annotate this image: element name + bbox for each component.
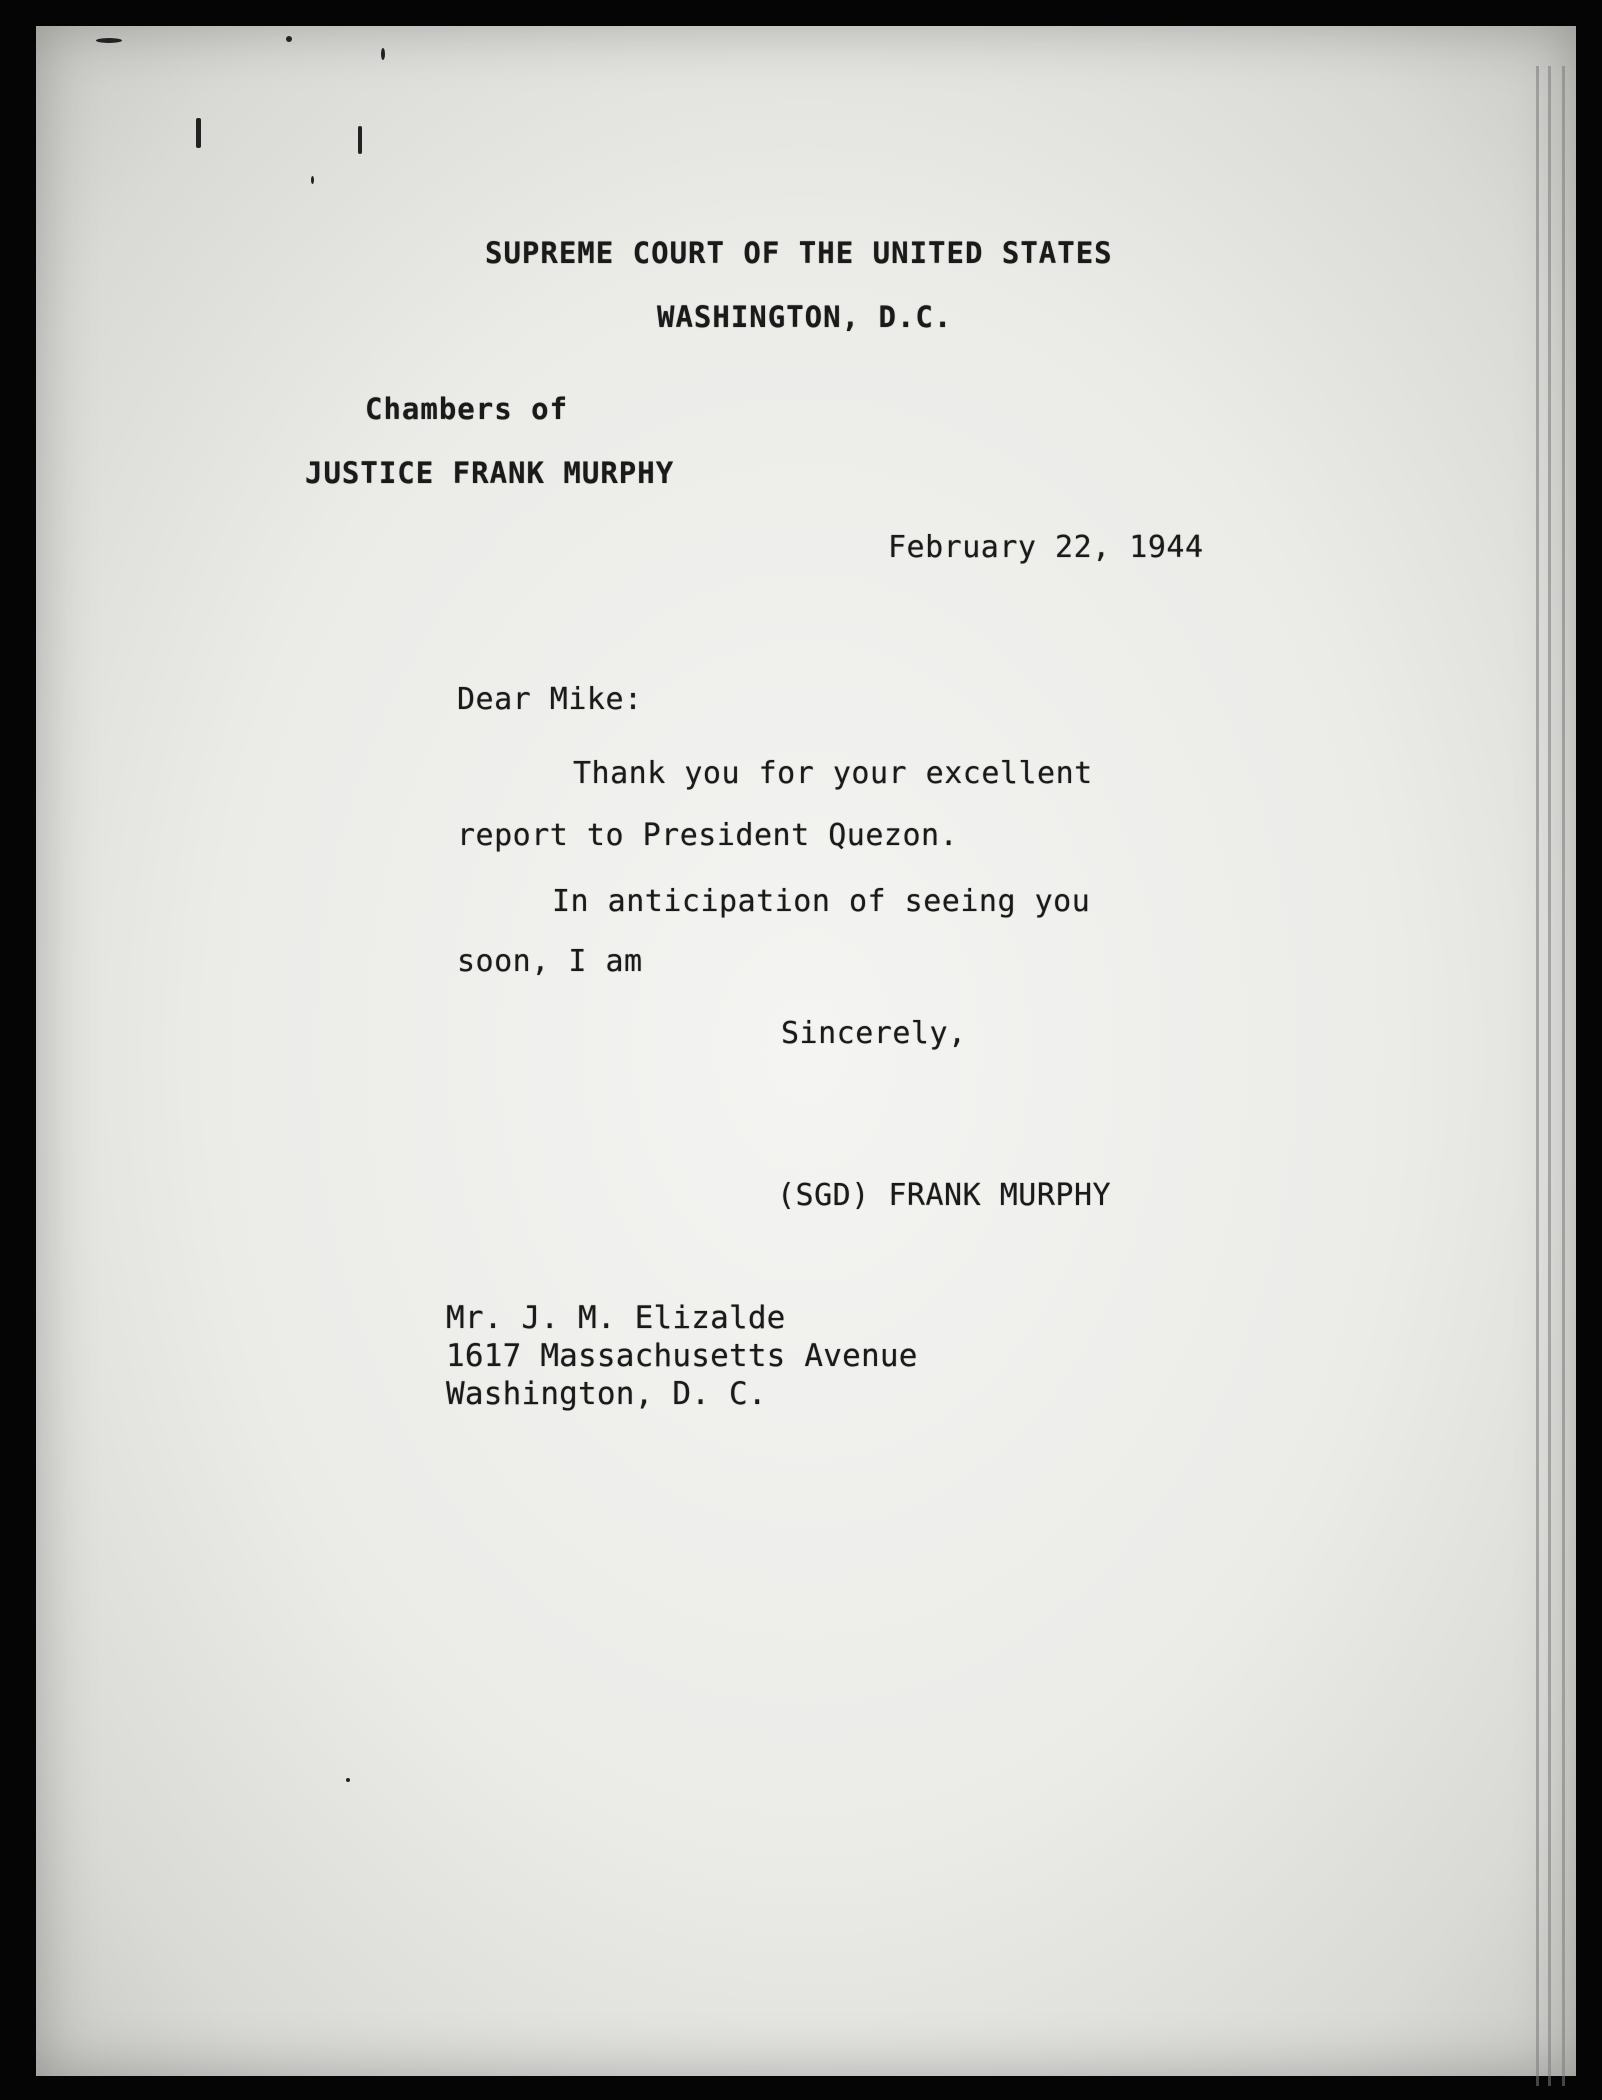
chambers-label: Chambers of — [365, 392, 569, 426]
ink-mark — [381, 48, 385, 60]
paragraph-1-line-2: report to President Quezon. — [457, 818, 959, 853]
letterhead-city: WASHINGTON, D.C. — [657, 300, 953, 334]
page-edge-shadow — [1536, 66, 1539, 2086]
letter-date: February 22, 1944 — [888, 530, 1204, 565]
ink-mark — [286, 36, 292, 42]
ink-mark — [358, 126, 362, 154]
ink-mark — [96, 38, 122, 43]
ink-mark — [311, 176, 314, 184]
recipient-city: Washington, D. C. — [446, 1376, 767, 1412]
salutation: Dear Mike: — [457, 682, 643, 717]
page-edge-shadow — [1548, 66, 1551, 2086]
chambers-justice-name: JUSTICE FRANK MURPHY — [305, 456, 675, 490]
ink-mark — [346, 1778, 350, 1782]
recipient-street: 1617 Massachusetts Avenue — [446, 1338, 918, 1374]
recipient-name: Mr. J. M. Elizalde — [446, 1300, 786, 1336]
page-edge-shadow — [1562, 66, 1565, 2086]
ink-mark — [196, 118, 201, 148]
paragraph-2-line-2: soon, I am — [457, 944, 643, 979]
signature: (SGD) FRANK MURPHY — [777, 1178, 1112, 1213]
letterhead-court: SUPREME COURT OF THE UNITED STATES — [485, 236, 1113, 270]
closing: Sincerely, — [781, 1016, 967, 1051]
paragraph-2-line-1: In anticipation of seeing you — [552, 884, 1091, 919]
paragraph-1-line-1: Thank you for your excellent — [573, 756, 1093, 791]
